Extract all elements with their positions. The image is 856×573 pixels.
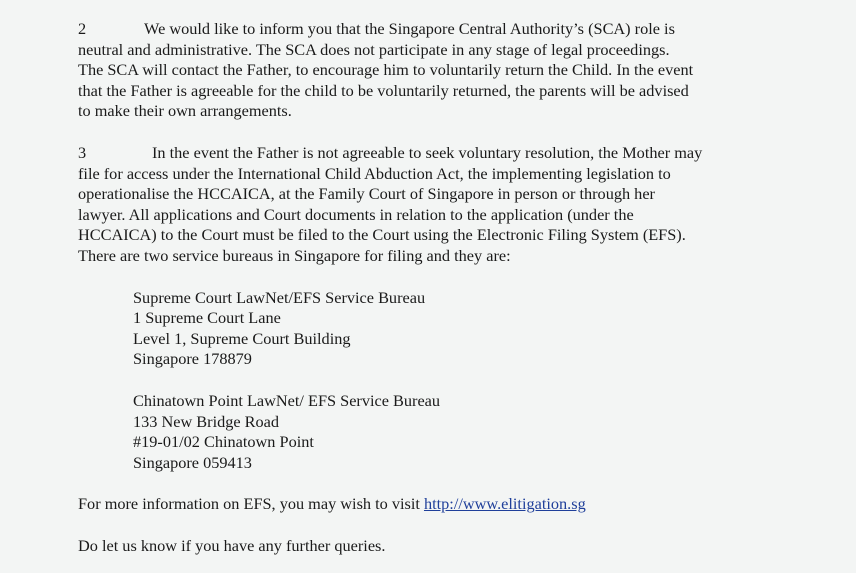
paragraph-number: 2 [78, 19, 87, 38]
paragraph-line: HCCAICA) to the Court must be filed to the Court using the Electronic Filing System (EFS). [78, 225, 686, 245]
paragraph-line: file for access under the International Child Abduction Act, the implementing legislation to [78, 163, 671, 183]
address-line: Level 1, Supreme Court Building [133, 328, 351, 348]
paragraph-line: 3 In the event the Father is not agreeable to seek voluntary resolution, the Mother may [78, 142, 703, 162]
address-chinatown-point-bureau [133, 391, 826, 473]
paragraph-line: There are two service bureaus in Singapore for filing and they are: [78, 245, 511, 265]
paragraph-line: neutral and administrative. The SCA does not participate in any stage of legal proceedings. [78, 39, 670, 59]
address-line: Supreme Court LawNet/EFS Service Bureau [133, 287, 426, 307]
address-line: Singapore 178879 [133, 349, 252, 369]
paragraph-line: that the Father is agreeable for the child to be voluntarily returned, the parents will be advised [78, 80, 689, 100]
closing-paragraph: Do let us know if you have any further queries. [78, 535, 386, 555]
paragraph-line: operationalise the HCCAICA, at the Family Court of Singapore in person or through her [78, 184, 655, 204]
address-line: 133 New Bridge Road [133, 411, 280, 431]
paragraph-3 [78, 143, 826, 267]
paragraph-line: 2 We would like to inform you that the Singapore Central Authority’s (SCA) role is [78, 19, 675, 38]
paragraph-number: 3 [78, 142, 87, 162]
address-line: Singapore 059413 [133, 452, 252, 472]
paragraph-line: to make their own arrangements. [78, 101, 292, 121]
address-line: #19-01/02 Chinatown Point [133, 432, 314, 452]
paragraph-line: lawyer. All applications and Court documents in relation to the application (under the [78, 204, 634, 224]
efs-info-paragraph [78, 494, 826, 515]
paragraph-line: The SCA will contact the Father, to encourage him to voluntarily return the Child. In the event [78, 60, 694, 80]
efs-info-text: For more information on EFS, you may wish to visit [78, 494, 424, 514]
elitigation-link[interactable]: http://www.elitigation.sg [423, 494, 586, 514]
paragraph-2 [78, 19, 826, 122]
address-line: Chinatown Point LawNet/ EFS Service Bureau [133, 390, 441, 410]
address-supreme-court-bureau [133, 288, 826, 370]
address-line: 1 Supreme Court Lane [133, 308, 281, 328]
